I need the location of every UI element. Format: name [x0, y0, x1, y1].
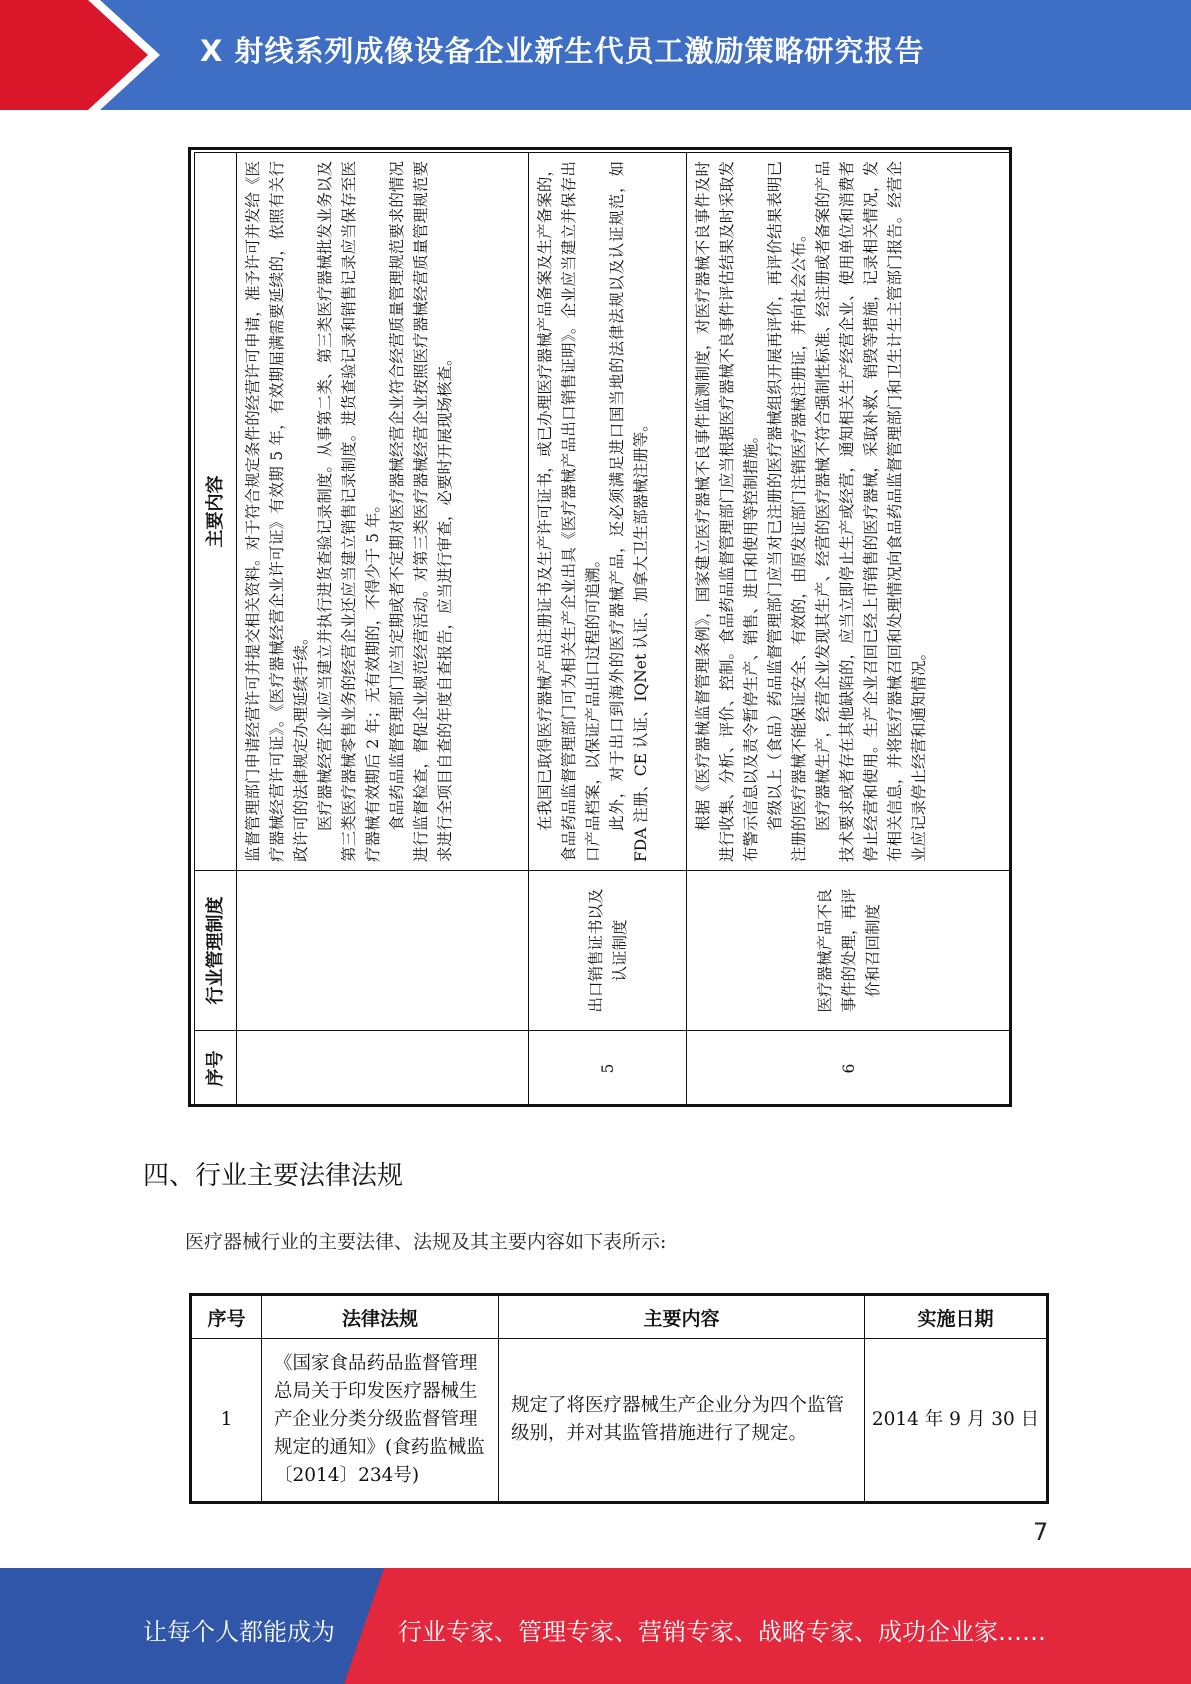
content-paragraph: 医疗器械生产，经营企业发现其生产、经营的医疗器械不符合强制性标准、经注册或者备案的产品技术要求或者存在其他缺陷的，应当立即停止生产或经营，通知相关生产经营企业、使用单位和消费者停止经营和使用。生产企业召回已经上市销售的医疗器械，采取补救、销毁等措施，记录相关情况，发布相关信息，并将医疗器械召回和处理情况向食品药品监督管理部门和卫生计生主管部门报告。经营企业应记录停止经营和通知情况。 [814, 161, 928, 862]
content-paragraph: 医疗器械经营企业应当建立并执行进货查验记录制度。从事第二类、第三类医疗器械批发业务以及第三类医疗器械零售业务的经营企业还应当建立销售记录制度。进货查验记录和销售记录应当保存至医疗器械有效期后 2 年；无有效期的，不得少于 5 年。 [316, 161, 382, 862]
row-system [237, 871, 529, 1031]
content-paragraph: 食品药品监督管理部门应当定期或者不定期对医疗器械经营企业符合经营质量管理规范要求的情况进行监督检查，督促企业规范经营活动。对第三类医疗器械经营企业按照医疗器械经营质量管理规范要求进行全项目自查的年度自查报告，应当进行审查，必要时开展现场核查。 [388, 161, 454, 862]
footer-slogan-left: 让每个人都能成为 [143, 1618, 335, 1646]
law-header-date: 实施日期 [865, 1295, 1048, 1339]
content-paragraph: 监督管理部门申请经营许可并提交相关资料。对于符合规定条件的经营许可申请，准予许可并发给《医疗器械经营许可证》。《医疗器械经营企业许可证》有效期 5 年，有效期届满需要延续的，依照有关行政许可的法律规定办理延续手续。 [244, 161, 310, 862]
rotated-regulation-table [188, 147, 1012, 1107]
law-header-num: 序号 [191, 1295, 262, 1339]
row-number [237, 1031, 529, 1107]
content-paragraph: 在我国已取得医疗器械产品注册证书及生产许可证书，或已办理医疗器械产品备案及生产备案的，食品药品监督管理部门可为相关生产企业出具《医疗器械产品出口销售证明》。企业应当建立并保存出口产品档案，以保证产品出口过程的可追溯。 [536, 161, 602, 862]
content-paragraph: 省级以上（食品）药品监督管理部门应当对已注册的医疗器械组织开展再评价，再评价结果表明已注册的医疗器械不能保证安全、有效的，由原发证部门注销医疗器械注册证，并向社会公布。 [766, 161, 808, 862]
table-row [237, 153, 529, 1107]
law-table-header-row [191, 1295, 1048, 1339]
row-content [687, 153, 1012, 871]
column-header-content: 主要内容 [195, 153, 237, 871]
footer-slogan-right: 行业专家、管理专家、营销专家、战略专家、成功企业家…… [398, 1618, 1046, 1646]
row-system: 医疗器械产品不良事件的处理，再评价和召回制度 [687, 871, 1012, 1031]
row-content [237, 153, 529, 871]
row-content [529, 153, 687, 871]
law-header-law: 法律法规 [262, 1295, 499, 1339]
page-number: 7 [1033, 1518, 1049, 1546]
law-row-number: 1 [191, 1339, 262, 1503]
page-footer [0, 1568, 1191, 1684]
row-system: 出口销售证书以及认证制度 [529, 871, 687, 1031]
page-header [0, 0, 1191, 110]
law-table [189, 1293, 1049, 1504]
report-title: X 射线系列成像设备企业新生代员工激励策略研究报告 [200, 34, 925, 68]
column-header-system: 行业管理制度 [195, 871, 237, 1031]
table-row [529, 153, 687, 1107]
section-heading: 四、行业主要法律法规 [143, 1161, 404, 1191]
law-row-content: 规定了将医疗器械生产企业分为四个监管级别，并对其监管措施进行了规定。 [499, 1339, 865, 1503]
table-row [687, 153, 1012, 1107]
law-header-content: 主要内容 [499, 1295, 865, 1339]
content-paragraph: 根据《医疗器械监督管理条例》，国家建立医疗器械不良事件监测制度，对医疗器械不良事件及时进行收集、分析、评价、控制。食品药品监督管理部门应当根据医疗器械不良事件评估结果及时采取发布警示信息以及责令暂停生产、销售、进口和使用等控制措施。 [694, 161, 760, 862]
law-row-date: 2014 年 9 月 30 日 [865, 1339, 1048, 1503]
column-header-num: 序号 [195, 1031, 237, 1107]
table-row [191, 1339, 1048, 1503]
row-number: 5 [529, 1031, 687, 1107]
law-row-name: 《国家食品药品监督管理总局关于印发医疗器械生产企业分类分级监督管理规定的通知》(食药监械监〔2014〕234号) [262, 1339, 499, 1503]
section-intro: 医疗器械行业的主要法律、法规及其主要内容如下表所示: [185, 1231, 667, 1253]
rotated-table-header-row [195, 153, 237, 1107]
content-paragraph: 此外，对于出口到海外的医疗器械产品，还必须满足进口国当地的法律法规以及认证规范，如 FDA 注册、CE 认证、IQNet 认证、加拿大卫生部器械注册等。 [608, 161, 650, 862]
row-number: 6 [687, 1031, 1012, 1107]
